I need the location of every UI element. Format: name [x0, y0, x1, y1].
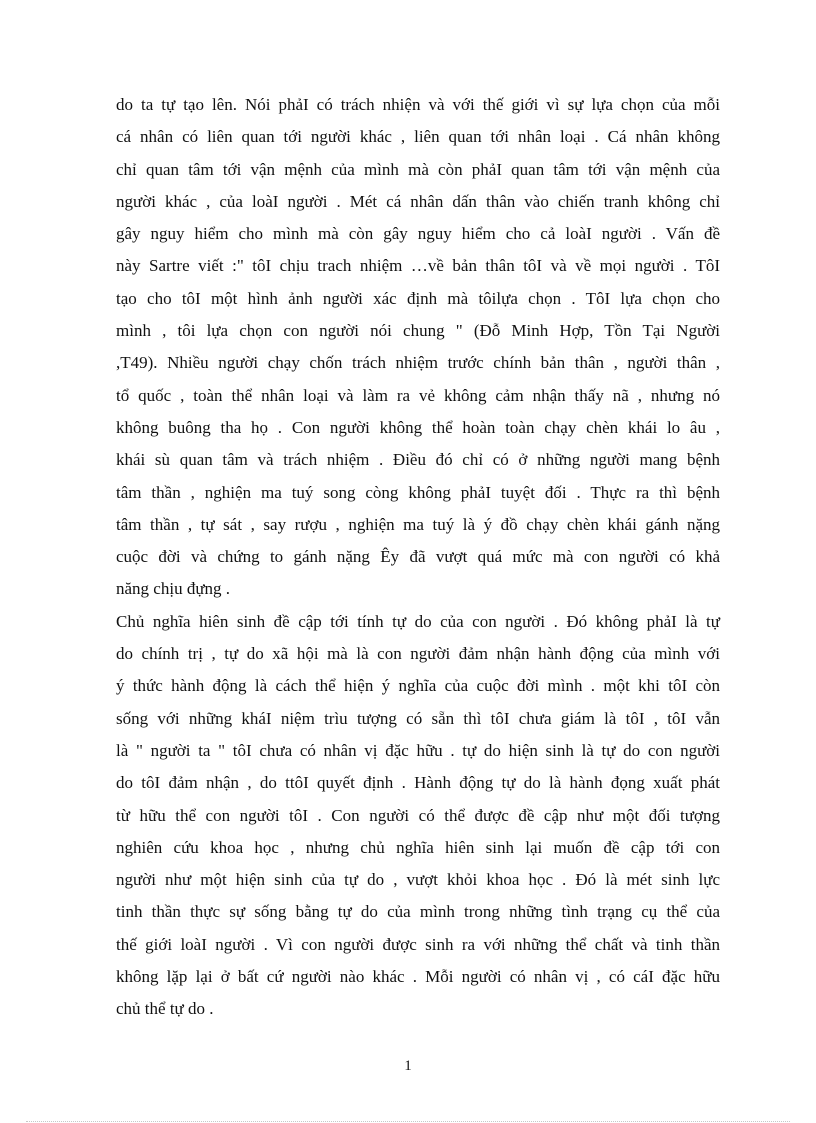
text-line: người như một hiện sinh của tự do , vượt khỏi khoa học . Đó là mét sinh lực	[116, 870, 720, 890]
text-line: Chủ nghĩa hiên sinh đề cập tới tính tự do của con người . Đó không phảI là tự	[116, 611, 720, 631]
text-line: ý thức hành động là cách thể hiện ý nghĩa của cuộc đời mình . một khi tôI còn	[116, 676, 720, 696]
text-line: ,T49). Nhiều người chạy chốn trách nhiệm trước chính bản thân , người thân ,	[116, 353, 720, 373]
text-line: tổ quốc , toàn thể nhân loại và làm ra vẻ không cảm nhận thấy nã , nhưng nó	[116, 385, 720, 405]
text-line: không buông tha họ . Con người không thể hoàn toàn chạy chèn khái lo âu ,	[116, 417, 720, 437]
text-line: nghiên cứu khoa học , nhưng chủ nghĩa hiên sinh lại muốn đề cập tới con	[116, 837, 720, 857]
text-line: tạo cho tôI một hình ảnh người xác định mà tôilựa chọn . TôI lựa chọn cho	[116, 288, 720, 308]
text-line: không lặp lại ở bất cứ người nào khác . Mỗi người có nhân vị , có cáI đặc hữu	[116, 967, 720, 987]
text-line: khái sù quan tâm và trách nhiệm . Điều đó chỉ có ở những người mang bệnh	[116, 450, 720, 470]
text-line: là " người ta " tôI chưa có nhân vị đặc hữu . tự do hiện sinh là tự do con người	[116, 740, 720, 760]
text-line: tâm thần , nghiện ma tuý song còng không phảI tuyệt đối . Thực ra thì bệnh	[116, 482, 720, 502]
body-text	[116, 89, 720, 1026]
text-line: cuộc đời và chứng to gánh nặng Êy đã vượt quá mức mà con người có khả	[116, 547, 720, 567]
text-line: cá nhân có liên quan tới người khác , liên quan tới nhân loại . Cá nhân không	[116, 127, 720, 147]
page-bottom-divider	[26, 1121, 790, 1122]
text-line: do tôI đảm nhận , do ttôI quyết định . Hành động tự do là hành đọng xuất phát	[116, 773, 720, 793]
text-line: mình , tôi lựa chọn con người nói chung " (Đỗ Minh Hợp, Tồn Tại Người	[116, 321, 720, 341]
text-line: từ hữu thể con người tôI . Con người có thể được đề cập như một đối tượng	[116, 805, 720, 825]
text-line: gây nguy hiểm cho mình mà còn gây nguy hiểm cho cả loàI người . Vấn đề	[116, 224, 720, 244]
page-number: 1	[404, 1058, 412, 1074]
text-line: này Sartre viết :" tôI chịu trach nhiệm …về bản thân tôI và về mọi người . TôI	[116, 256, 720, 276]
text-line: tinh thần thực sự sống bằng tự do của mình trong những tình trạng cụ thể của	[116, 902, 720, 922]
text-line: do chính trị , tự do xã hội mà là con người đảm nhận hành động của mình với	[116, 644, 720, 664]
text-line: chủ thể tự do .	[116, 999, 214, 1019]
text-line: chỉ quan tâm tới vận mệnh của mình mà còn phảI quan tâm tới vận mệnh của	[116, 159, 720, 179]
text-line: người khác , của loàI người . Mét cá nhân dấn thân vào chiến tranh không chỉ	[116, 191, 720, 211]
text-line: thế giới loàI người . Vì con người được sinh ra với những thể chất và tinh thần	[116, 934, 720, 954]
text-line: tâm thần , tự sát , say rượu , nghiện ma tuý là ý đồ chạy chèn khái gánh nặng	[116, 514, 720, 534]
text-line: năng chịu đựng .	[116, 579, 231, 599]
text-line: do ta tự tạo lên. Nói phảI có trách nhiện và với thế giới vì sự lựa chọn của mỗi	[116, 95, 720, 114]
text-line: sống với những kháI niệm trìu tượng có sẵn thì tôI chưa giám là tôI , tôI vẫn	[116, 708, 720, 728]
